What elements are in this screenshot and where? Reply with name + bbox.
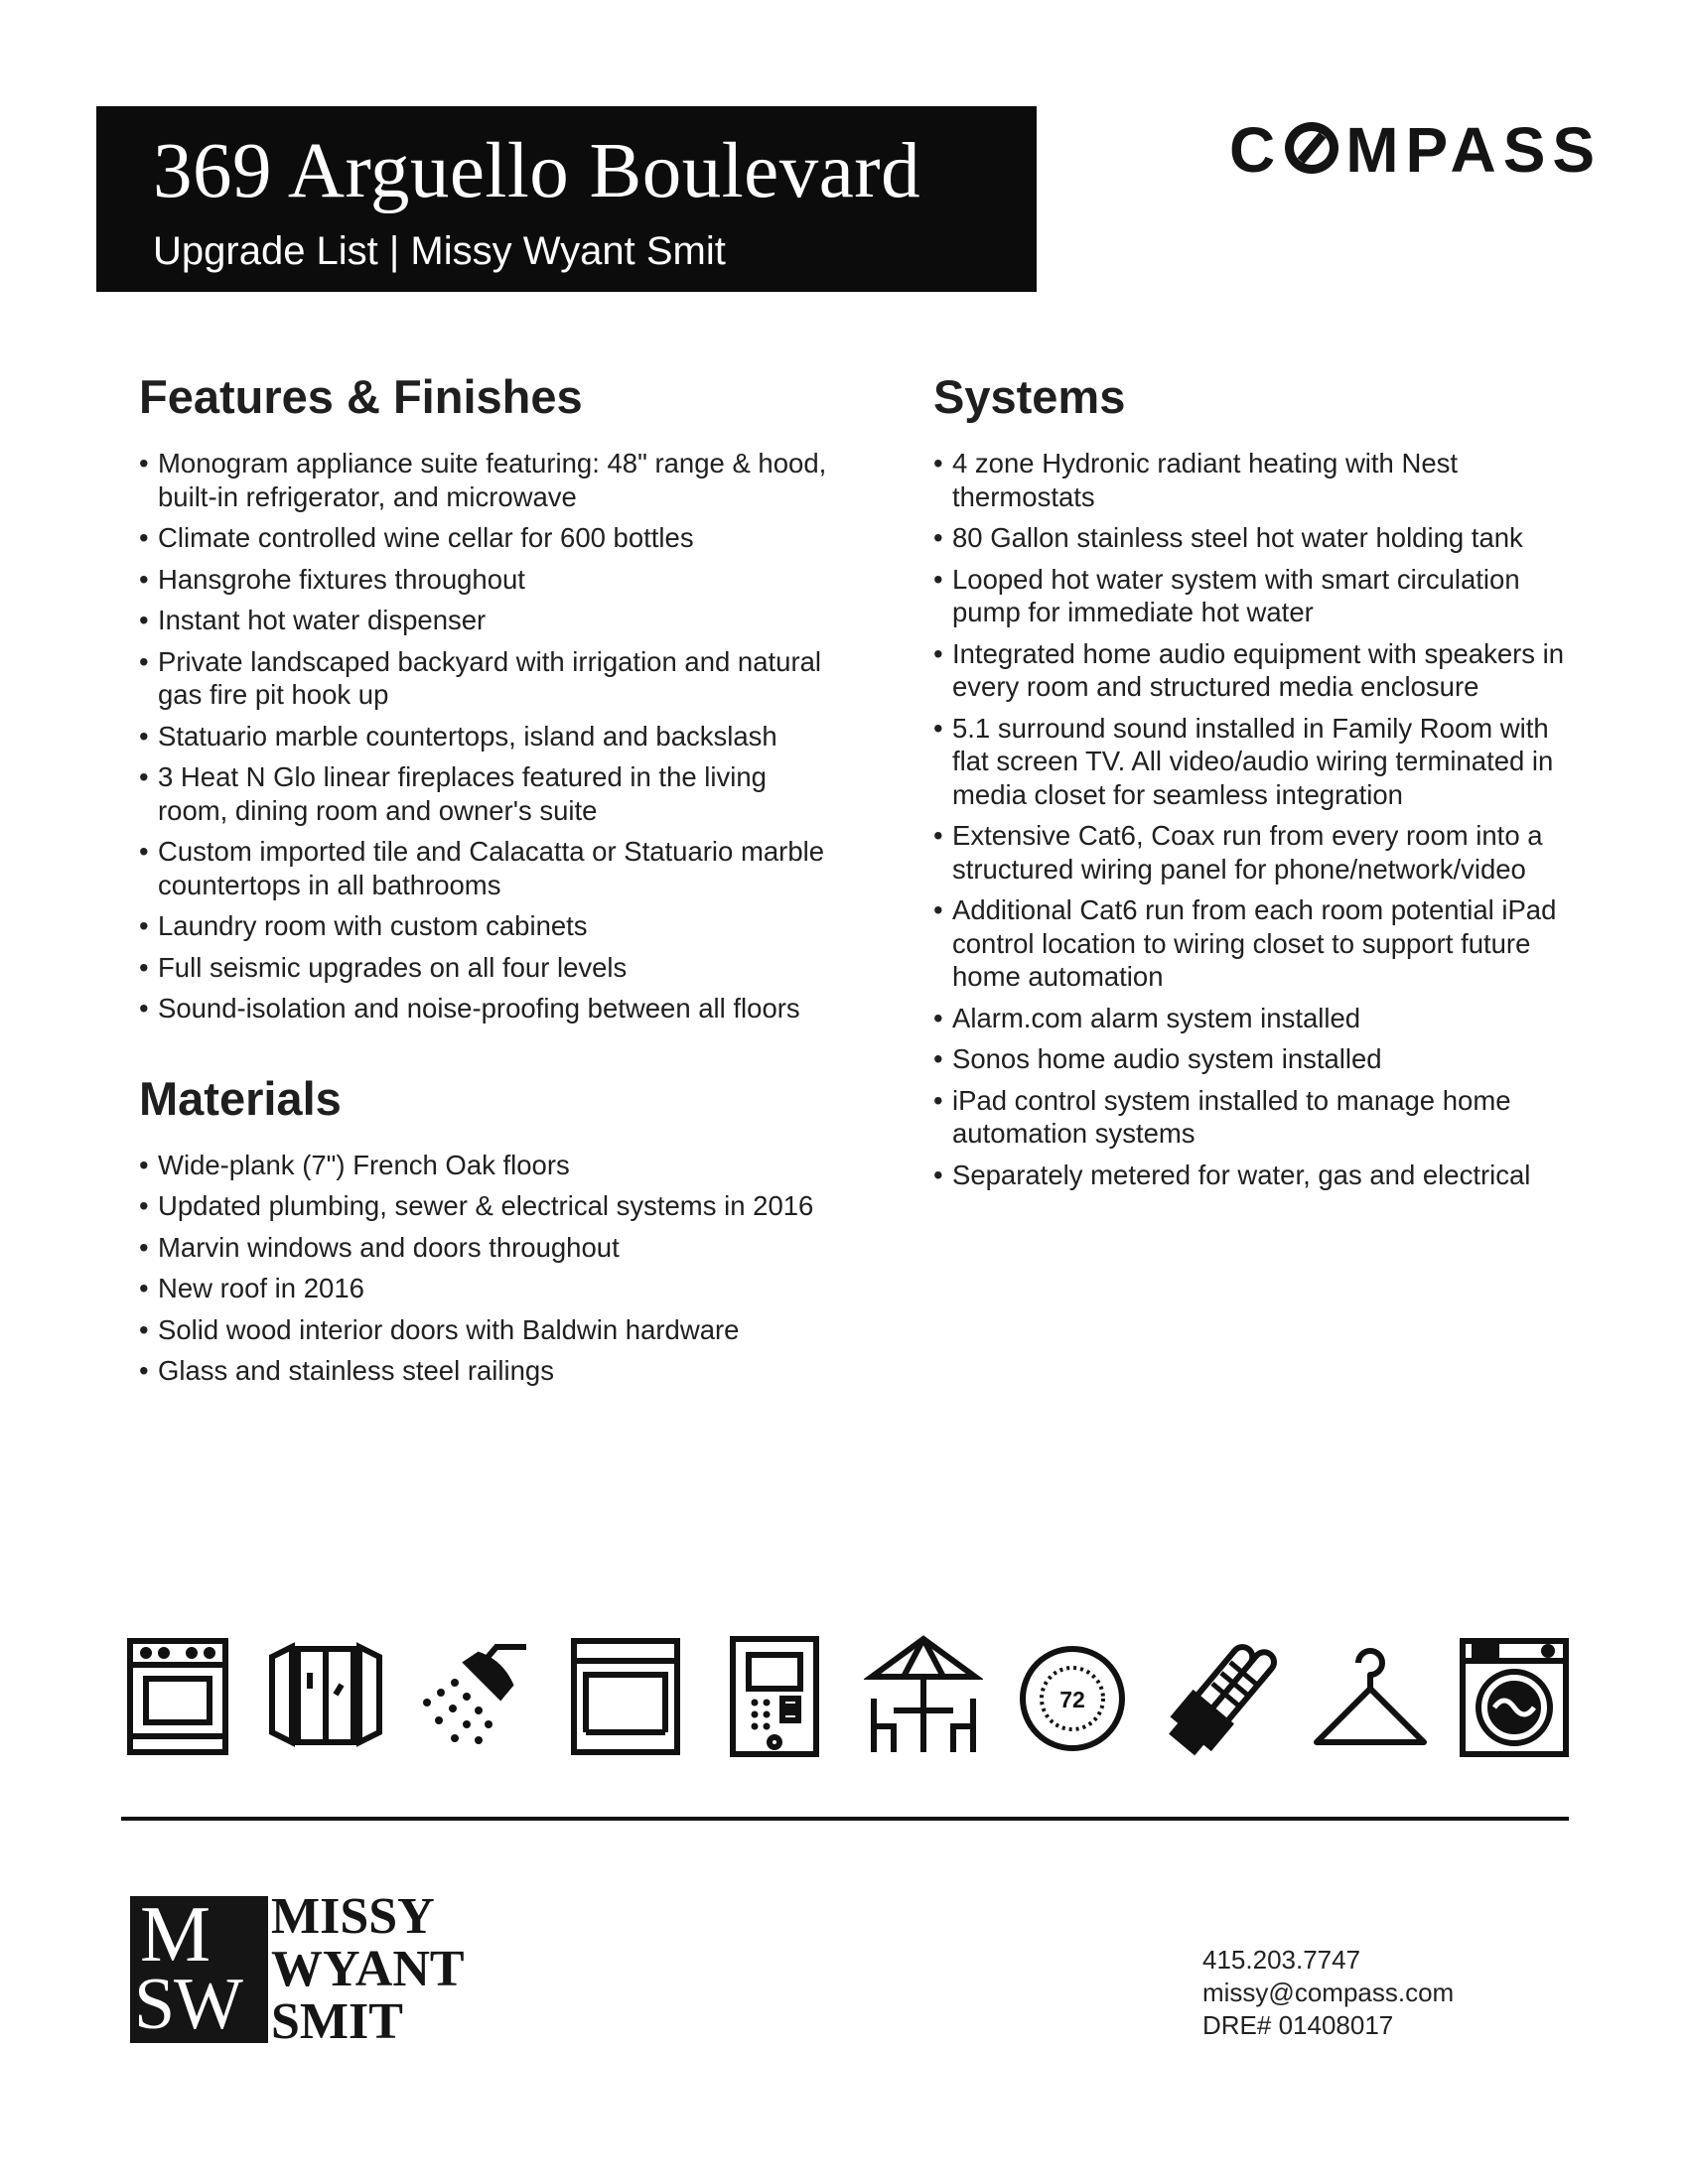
hanger-icon [1311, 1633, 1430, 1762]
list-item: • Extensive Cat6, Coax run from every room into a structured wiring panel for phone/network/video [933, 819, 1569, 886]
washing-machine-icon [1455, 1633, 1574, 1762]
right-column [933, 367, 1569, 1199]
list-item: • 3 Heat N Glo linear fireplaces featured in the living room, dining room and owner's suite [139, 760, 834, 827]
list-item: • 5.1 surround sound installed in Family Room with flat screen TV. All video/audio wiring terminated in media closet for seamless integration [933, 712, 1569, 812]
property-address: 369 Arguello Boulevard [153, 128, 921, 214]
list-item: • Laundry room with custom cabinets [139, 909, 834, 943]
control-panel-icon [715, 1633, 834, 1762]
list-item: • Full seismic upgrades on all four levels [139, 951, 834, 985]
patio-umbrella-table-icon [864, 1633, 983, 1762]
systems-heading: Systems [933, 370, 1126, 423]
list-item: • 80 Gallon stainless steel hot water holding tank [933, 521, 1569, 555]
list-item: • Monogram appliance suite featuring: 48" range & hood, built-in refrigerator, and microwave [139, 447, 834, 513]
list-item: • Sonos home audio system installed [933, 1042, 1569, 1076]
list-item: • Instant hot water dispenser [139, 604, 834, 637]
list-item: • Hansgrohe fixtures throughout [139, 563, 834, 597]
list-item: • Alarm.com alarm system installed [933, 1002, 1569, 1035]
range-oven-icon [124, 1633, 243, 1762]
monogram-mark: M S W [130, 1896, 268, 2043]
materials-list [139, 1149, 834, 1388]
list-item: • Climate controlled wine cellar for 600 bottles [139, 521, 834, 555]
list-item: • Wide-plank (7") French Oak floors [139, 1149, 834, 1182]
title-block [96, 106, 1037, 292]
contact-info [1202, 1944, 1454, 2042]
page-subtitle: Upgrade List | Missy Wyant Smit [153, 229, 726, 273]
list-item: • Solid wood interior doors with Baldwin hardware [139, 1313, 834, 1347]
cabinet-doors-icon [266, 1633, 385, 1762]
left-column [139, 367, 834, 1396]
amenity-icon-row [119, 1633, 1569, 1762]
list-item: • Separately metered for water, gas and electrical [933, 1159, 1569, 1192]
thermostat-icon [1013, 1633, 1132, 1762]
thermostat-value: 72 [1059, 1687, 1085, 1712]
list-item: • Integrated home audio equipment with speakers in every room and structured media enclosure [933, 637, 1569, 704]
email-link[interactable]: missy@compass.com [1202, 1978, 1455, 2007]
list-item: • Private landscaped backyard with irrigation and natural gas fire pit hook up [139, 645, 834, 712]
light-bulb-icon [1162, 1633, 1281, 1762]
list-item: • New roof in 2016 [139, 1272, 834, 1305]
materials-heading: Materials [139, 1071, 342, 1125]
list-item: • Custom imported tile and Calacatta or Statuario marble countertops in all bathrooms [139, 835, 834, 901]
compass-o-icon [1285, 122, 1338, 174]
list-item: • Statuario marble countertops, island and backslash [139, 720, 834, 753]
phone-number[interactable]: 415.203.7747 [1202, 1945, 1361, 1975]
list-item: • 4 zone Hydronic radiant heating with Nest thermostats [933, 447, 1569, 513]
systems-list [933, 447, 1569, 1191]
features-heading: Features & Finishes [139, 370, 583, 423]
list-item: • iPad control system installed to manage home automation systems [933, 1084, 1569, 1151]
list-item: • Sound-isolation and noise-proofing between all floors [139, 992, 834, 1025]
shower-head-icon [415, 1633, 534, 1762]
dishwasher-icon [566, 1633, 685, 1762]
features-list [139, 447, 834, 1025]
list-item: • Glass and stainless steel railings [139, 1354, 834, 1388]
list-item: • Marvin windows and doors throughout [139, 1231, 834, 1265]
list-item: • Updated plumbing, sewer & electrical systems in 2016 [139, 1189, 834, 1223]
list-item: • Additional Cat6 run from each room potential iPad control location to wiring closet to support future home automation [933, 893, 1569, 994]
footer-divider [121, 1817, 1569, 1821]
compass-logo: C MPASS [1229, 114, 1603, 186]
list-item: • Looped hot water system with smart circulation pump for immediate hot water [933, 563, 1569, 629]
logo-name: MISSY WYANT SMIT [271, 1888, 465, 2050]
license-number: DRE# 01408017 [1202, 2010, 1394, 2040]
